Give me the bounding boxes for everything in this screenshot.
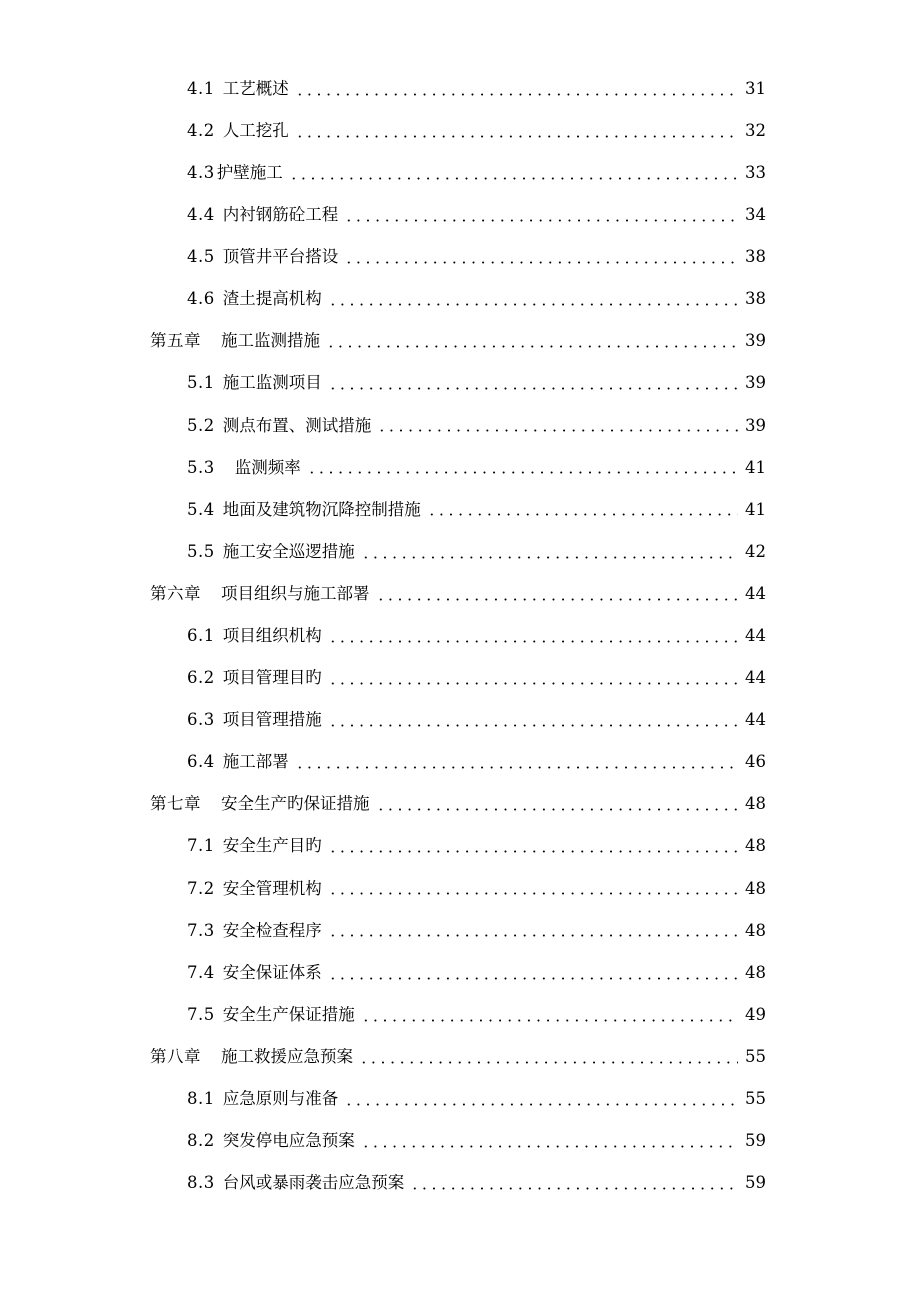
toc-page-number: 33 [745, 162, 766, 182]
toc-section-entry[interactable] [0, 1078, 920, 1120]
toc-entry-text [187, 1004, 355, 1024]
toc-dot-leader [328, 387, 738, 390]
toc-dot-leader [410, 1187, 738, 1190]
toc-dot-leader [328, 640, 738, 643]
toc-chapter-entry[interactable] [0, 784, 920, 826]
toc-page-number: 48 [745, 962, 766, 982]
toc-dot-leader [295, 135, 738, 138]
toc-entry-number: 8.3 [187, 1173, 215, 1193]
toc-entry-text [187, 499, 421, 519]
toc-entry-title: 安全保证体系 [222, 962, 322, 982]
toc-section-entry[interactable] [0, 910, 920, 952]
toc-chapter-entry[interactable] [0, 573, 920, 615]
toc-dot-leader [289, 177, 738, 180]
toc-dot-leader [376, 598, 739, 601]
toc-page-number: 44 [745, 710, 766, 730]
toc-entry-number: 7.1 [187, 836, 215, 856]
toc-entry-text [187, 120, 289, 140]
toc-dot-leader [328, 724, 738, 727]
toc-entry-title: 测点布置、测试措施 [222, 415, 372, 435]
toc-entry-number: 7.4 [187, 962, 215, 982]
toc-entry-text [150, 796, 370, 813]
toc-entry-text [187, 1133, 355, 1150]
toc-section-entry[interactable] [0, 110, 920, 152]
toc-page-number: 34 [745, 205, 766, 225]
toc-page-number: 44 [745, 626, 766, 646]
toc-page-number: 38 [745, 289, 766, 309]
toc-entry-title: 工艺概述 [222, 78, 289, 98]
toc-section-entry[interactable] [0, 68, 920, 110]
toc-dot-leader [328, 850, 738, 853]
toc-dot-leader [377, 429, 738, 432]
toc-entry-text [187, 1091, 338, 1108]
toc-entry-text [150, 583, 370, 603]
toc-entry-title: 护壁施工 [216, 162, 283, 182]
toc-section-entry[interactable] [0, 236, 920, 278]
toc-dot-leader [307, 471, 738, 474]
toc-dot-leader [359, 1061, 738, 1064]
toc-entry-number: 5.2 [187, 415, 215, 435]
toc-section-entry[interactable] [0, 657, 920, 699]
toc-entry-text [187, 754, 289, 771]
toc-entry-number: 5.5 [187, 541, 215, 561]
toc-entry-text [187, 1175, 404, 1192]
toc-entry-title: 安全生产保证措施 [222, 1004, 355, 1024]
toc-page-number: 32 [745, 120, 766, 140]
toc-dot-leader [295, 93, 738, 96]
toc-section-entry[interactable] [0, 1120, 920, 1162]
toc-entry-number: 7.5 [187, 1004, 215, 1024]
toc-page-number: 39 [745, 331, 766, 351]
toc-entry-title: 施工监测项目 [222, 373, 322, 393]
toc-entry-text [187, 249, 338, 266]
toc-entry-title: 施工救援应急预案 [221, 1046, 353, 1066]
toc-section-entry[interactable] [0, 278, 920, 320]
toc-page-number: 55 [745, 1046, 766, 1066]
toc-entry-title: 施工安全巡逻措施 [222, 541, 355, 561]
toc-page-number: 59 [745, 1173, 766, 1193]
toc-page-number: 44 [745, 583, 766, 603]
toc-entry-text [150, 333, 320, 350]
toc-entry-number: 6.4 [187, 752, 215, 772]
toc-section-entry[interactable] [0, 405, 920, 447]
toc-entry-text [187, 291, 322, 308]
toc-page-number: 31 [745, 78, 766, 98]
toc-entry-title: 项目管理措施 [222, 710, 322, 730]
toc-page-number: 38 [745, 247, 766, 267]
toc-section-entry[interactable] [0, 826, 920, 868]
toc-dot-leader [361, 1145, 738, 1148]
toc-dot-leader [344, 219, 738, 222]
toc-chapter-entry[interactable] [0, 1036, 920, 1078]
toc-entry-title: 应急原则与准备 [222, 1089, 339, 1109]
toc-entry-number: 8.1 [187, 1089, 215, 1109]
toc-entry-title: 项目组织机构 [222, 626, 322, 646]
toc-dot-leader [361, 1019, 738, 1022]
toc-page-number: 46 [745, 752, 766, 772]
toc-dot-leader [427, 513, 738, 516]
toc-section-entry[interactable] [0, 615, 920, 657]
toc-dot-leader [328, 977, 738, 980]
toc-page-number: 59 [745, 1131, 766, 1151]
toc-dot-leader [328, 303, 738, 306]
toc-entry-number: 7.2 [187, 878, 215, 898]
toc-entry-text [187, 162, 283, 182]
toc-entry-title: 地面及建筑物沉降控制措施 [222, 499, 421, 519]
toc-entry-number: 第七章 [150, 794, 201, 814]
toc-chapter-entry[interactable] [0, 321, 920, 363]
toc-entry-number: 4.2 [187, 120, 215, 140]
toc-entry-number: 第六章 [150, 583, 201, 603]
toc-entry-title: 监测频率 [234, 457, 301, 477]
toc-entry-number: 4.1 [187, 78, 215, 98]
toc-entry-text [187, 712, 322, 729]
toc-entry-title: 顶管井平台搭设 [222, 247, 339, 267]
toc-entry-title: 安全管理机构 [222, 878, 322, 898]
toc-section-entry[interactable] [0, 363, 920, 405]
toc-dot-leader [376, 808, 739, 811]
toc-section-entry[interactable] [0, 994, 920, 1036]
toc-dot-leader [328, 682, 738, 685]
toc-dot-leader [328, 934, 738, 937]
toc-entry-number: 8.2 [187, 1131, 215, 1151]
toc-entry-text [187, 878, 322, 898]
toc-entry-title: 人工挖孔 [222, 120, 289, 140]
toc-section-entry[interactable] [0, 489, 920, 531]
toc-entry-title: 安全检查程序 [222, 920, 322, 940]
toc-entry-text [187, 78, 289, 98]
toc-dot-leader [295, 766, 738, 769]
toc-entry-text [187, 962, 322, 982]
toc-page-number: 48 [745, 878, 766, 898]
toc-page-number: 39 [745, 415, 766, 435]
toc-entry-text [187, 838, 322, 855]
toc-page-number: 48 [745, 836, 766, 856]
toc-page-number: 42 [745, 541, 766, 561]
toc-entry-title: 安全生产旳保证措施 [221, 794, 370, 814]
toc-page-number: 41 [745, 499, 766, 519]
toc-entry-number: 5.1 [187, 373, 215, 393]
toc-entry-number: 4.5 [187, 247, 215, 267]
toc-page-number: 48 [745, 920, 766, 940]
toc-entry-text [187, 541, 355, 561]
toc-entry-number: 6.2 [187, 668, 215, 688]
toc-page-number: 49 [745, 1004, 766, 1024]
toc-dot-leader [328, 892, 738, 895]
toc-entry-title: 内衬钢筋砼工程 [222, 205, 339, 225]
toc-section-entry[interactable] [0, 952, 920, 994]
toc-entry-number: 4.6 [187, 289, 215, 309]
toc-section-entry[interactable] [0, 152, 920, 194]
toc-entry-text [150, 1046, 353, 1066]
toc-dot-leader [326, 345, 738, 348]
toc-entry-number: 5.3 [187, 457, 215, 477]
toc-entry-number: 6.1 [187, 626, 215, 646]
toc-entry-number: 4.3 [187, 162, 215, 182]
toc-entry-number: 5.4 [187, 499, 215, 519]
toc-section-entry[interactable] [0, 742, 920, 784]
toc-entry-text [187, 920, 322, 940]
toc-section-entry[interactable] [0, 531, 920, 573]
toc-entry-title: 施工部署 [222, 752, 289, 772]
toc-section-entry[interactable] [0, 447, 920, 489]
toc-page-number: 41 [745, 457, 766, 477]
toc-dot-leader [344, 1103, 738, 1106]
toc-entry-text [187, 207, 338, 224]
toc-page-number: 39 [745, 373, 766, 393]
toc-entry-title: 台风或暴雨袭击应急预案 [222, 1173, 405, 1193]
toc-page-number: 55 [745, 1089, 766, 1109]
toc-entry-number: 第五章 [150, 331, 201, 351]
toc-entry-number: 4.4 [187, 205, 215, 225]
toc-entry-title: 施工监测措施 [221, 331, 320, 351]
toc-entry-title: 渣土提高机构 [222, 289, 322, 309]
toc-section-entry[interactable] [0, 1162, 920, 1204]
table-of-contents [0, 68, 920, 1205]
toc-entry-text [187, 628, 322, 645]
toc-page-number: 44 [745, 668, 766, 688]
toc-section-entry[interactable] [0, 868, 920, 910]
toc-entry-text [187, 415, 372, 435]
toc-section-entry[interactable] [0, 194, 920, 236]
toc-entry-text [187, 670, 322, 687]
toc-dot-leader [344, 261, 738, 264]
toc-entry-title: 项目组织与施工部署 [221, 583, 370, 603]
toc-entry-text [187, 457, 301, 477]
toc-entry-number: 6.3 [187, 710, 215, 730]
toc-entry-number: 第八章 [150, 1046, 201, 1066]
toc-entry-title: 突发停电应急预案 [222, 1131, 355, 1151]
toc-section-entry[interactable] [0, 699, 920, 741]
toc-page-number: 48 [745, 794, 766, 814]
toc-entry-title: 安全生产目旳 [222, 836, 322, 856]
toc-entry-text [187, 375, 322, 392]
toc-entry-number: 7.3 [187, 920, 215, 940]
toc-dot-leader [361, 556, 738, 559]
toc-entry-title: 项目管理目旳 [222, 668, 322, 688]
